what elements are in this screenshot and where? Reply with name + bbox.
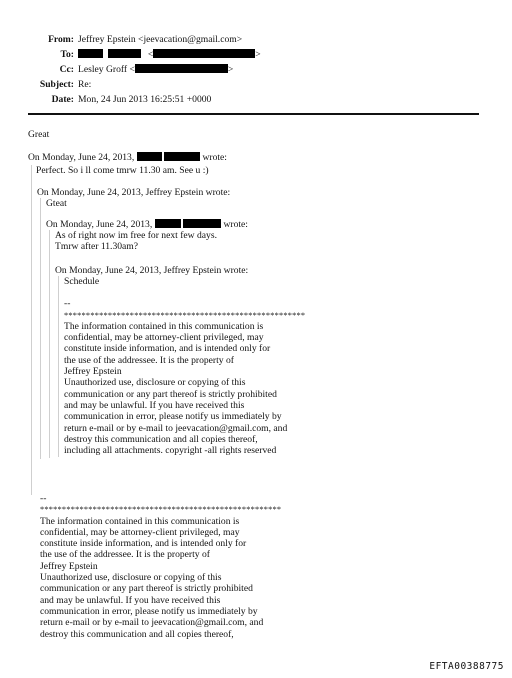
quote-intro-suffix: wrote: <box>223 219 248 230</box>
document-id: EFTA00388775 <box>429 661 504 672</box>
cc-value: Lesley Groff < <box>78 64 135 75</box>
disclaimer-line: The information contained in this communication is <box>40 515 240 527</box>
date-label: Date: <box>51 94 74 105</box>
disclaimer-line: communication or any part thereof is strictly prohibited <box>64 388 277 400</box>
subject-row <box>0 79 320 94</box>
greeting: Great <box>28 129 50 140</box>
quote-intro-2: On Monday, June 24, 2013, Jeffrey Epstein wrote: <box>37 187 231 198</box>
quote-intro-text: On Monday, June 24, 2013, <box>46 219 153 230</box>
email-header <box>0 34 320 109</box>
disclaimer-line: confidential, may be attorney-client privileged, may <box>64 332 264 344</box>
disclaimer-line: and may be unlawful. If you have received this <box>64 399 245 411</box>
disclaimer-line: including all attachments. copyright -all rights reserved <box>64 445 277 457</box>
cc-row <box>0 64 320 79</box>
to-gt: > <box>255 49 261 60</box>
date-value: Mon, 24 Jun 2013 16:25:51 +0000 <box>78 94 212 105</box>
redaction-bar <box>137 152 162 161</box>
disclaimer-inner <box>64 321 474 457</box>
disclaimer-line: Unauthorized use, disclosure or copying of this <box>64 377 246 389</box>
redaction-bar <box>153 49 255 58</box>
signature-dash: -- <box>40 493 47 504</box>
disclaimer-line: confidential, may be attorney-client privileged, may <box>40 526 240 538</box>
disclaimer-line: and may be unlawful. If you have received this <box>40 594 221 606</box>
disclaimer-line: Unauthorized use, disclosure or copying of this <box>40 572 222 584</box>
disclaimer-line: communication or any part thereof is strictly prohibited <box>40 583 253 595</box>
quote-text: Perfect. So i ll come tmrw 11.30 am. See u :) <box>36 165 209 176</box>
subject-label: Subject: <box>39 79 74 90</box>
disclaimer-line: the use of the addressee. It is the property of <box>64 354 234 366</box>
signature-stars: ******************************************************* <box>64 310 306 320</box>
redaction-bar <box>155 219 181 228</box>
quote-intro-1 <box>28 152 227 163</box>
disclaimer-line: destroy this communication and all copies thereof, <box>64 433 258 445</box>
quote-intro-text: On Monday, June 24, 2013, <box>28 152 135 163</box>
cc-gt: > <box>227 64 234 75</box>
quote-text: Tmrw after 11.30am? <box>55 241 139 253</box>
header-divider <box>28 113 479 115</box>
disclaimer-line: The information contained in this communication is <box>64 320 264 332</box>
redaction-bar <box>108 49 141 58</box>
quote-intro-4: On Monday, June 24, 2013, Jeffrey Epstein wrote: <box>55 265 249 276</box>
quote-text: Schedule <box>64 276 100 287</box>
disclaimer-line: the use of the addressee. It is the property of <box>40 549 210 561</box>
quote-text: Gteat <box>46 198 67 209</box>
disclaimer-outer <box>40 516 281 640</box>
outer-signature <box>40 493 281 640</box>
disclaimer-line: Jeffrey Epstein <box>40 560 98 572</box>
disclaimer-line: constitute inside information, and is intended only for <box>40 538 247 550</box>
date-row <box>0 94 320 109</box>
disclaimer-line: destroy this communication and all copies thereof, <box>40 628 234 640</box>
quote-intro-suffix: wrote: <box>202 152 227 163</box>
disclaimer-line: return e-mail or by e-mail to jeevacation@gmail.com, and <box>64 422 288 434</box>
subject-value: Re: <box>78 79 92 90</box>
signature-stars: ******************************************************* <box>40 505 282 515</box>
to-label: To: <box>60 49 74 60</box>
disclaimer-line: communication in error, please notify us immediately by <box>64 411 282 423</box>
disclaimer-line: return e-mail or by e-mail to jeevacation@gmail.com, and <box>40 617 264 629</box>
to-lt: < <box>147 49 154 60</box>
disclaimer-line: communication in error, please notify us immediately by <box>40 605 258 617</box>
to-row <box>0 49 320 64</box>
disclaimer-line: Jeffrey Epstein <box>64 366 122 378</box>
disclaimer-line: constitute inside information, and is intended only for <box>64 343 271 355</box>
quote-text: As of right now im free for next few days. <box>55 230 217 241</box>
redaction-bar <box>135 64 228 73</box>
from-label: From: <box>48 34 74 45</box>
from-value: Jeffrey Epstein <jeevacation@gmail.com> <box>78 34 243 45</box>
redaction-bar <box>183 219 221 228</box>
signature-dash: -- <box>64 298 71 310</box>
redaction-bar <box>78 49 103 58</box>
quote-level-4 <box>58 276 474 457</box>
cc-label: Cc: <box>59 64 74 75</box>
redaction-bar <box>164 152 200 161</box>
quote-intro-3 <box>46 219 248 230</box>
from-row <box>0 34 320 49</box>
